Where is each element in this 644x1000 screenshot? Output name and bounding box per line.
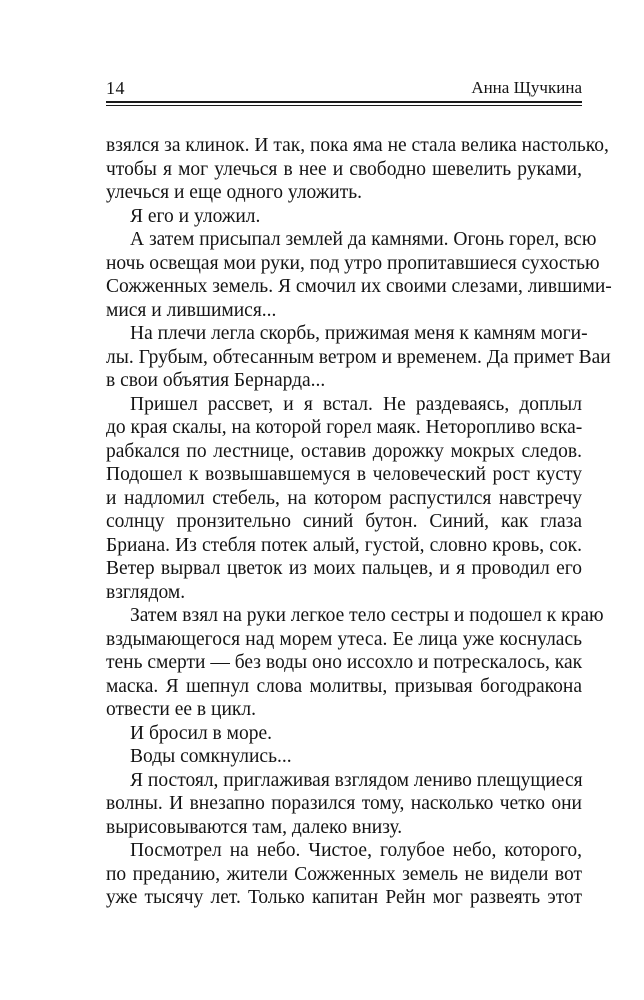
text-line: вздымающегося над морем утеса. Ее лица уже коснулась <box>106 628 582 650</box>
paragraph <box>106 839 582 910</box>
text-line: отвести ее в цикл. <box>106 699 256 720</box>
text-line: Сожженных земель. Я смочил их своими слезами, лившими- <box>106 276 612 297</box>
page-number: 14 <box>106 78 125 98</box>
text-line: тень смерти — без воды оно иссохло и потрескалось, как <box>106 652 583 673</box>
text-line: уже тысячу лет. Только капитан Рейн мог развеять этот <box>106 887 582 908</box>
text-line: в свои объятия Бернарда... <box>106 370 326 391</box>
text-line: рабкался по лестнице, оставив дорожку мокрых следов. <box>106 440 582 462</box>
text-line: взялся за клинок. И так, пока яма не стала велика настолько, <box>106 135 609 156</box>
header-rule-thick <box>106 101 582 103</box>
header-rule-thin <box>106 105 582 106</box>
text-line: лы. Грубым, обтесанным ветром и временем. Да примет Ваи <box>106 346 611 368</box>
text-line: вырисовываются там, далеко внизу. <box>106 816 403 838</box>
text-line: солнцу пронзительно синий бутон. Синий, как глаза <box>106 511 582 532</box>
text-line: Воды сомкнулись... <box>130 746 292 767</box>
text-line: чтобы я мог улечься в нее и свободно шевелить руками, <box>106 158 582 180</box>
text-line: Посмотрел на небо. Чистое, голубое небо, которого, <box>130 840 582 861</box>
paragraph <box>106 393 582 605</box>
running-title: Анна Щучкина <box>471 78 582 97</box>
paragraph <box>106 769 582 840</box>
text-line: и надломил стебель, на котором распустился навстречу <box>106 487 582 509</box>
paragraph <box>106 322 611 393</box>
text-line: Я его и уложил. <box>130 205 261 227</box>
text-line: И бросил в море. <box>130 722 273 744</box>
paragraph <box>106 604 604 722</box>
text-line: мися и лившимися... <box>106 299 277 321</box>
text-line: по преданию, жители Сожженных земель не видели вот <box>106 863 582 885</box>
text-line: Пришел рассвет, и я встал. Не раздеваясь, доплыл <box>130 393 582 415</box>
text-line: ночь освещая мои руки, под утро пропитавшиеся сухостью <box>106 252 600 274</box>
paragraph <box>106 228 612 322</box>
text-line: маска. Я шепнул слова молитвы, призывая богодракона <box>106 675 582 697</box>
text-line: Подошел к возвышавшемуся в человеческий рост кусту <box>106 464 582 485</box>
body-text <box>106 134 612 910</box>
paragraph <box>106 722 582 746</box>
page-header <box>106 78 582 100</box>
text-line: Ветер вырвал цветок из моих пальцев, и я проводил его <box>106 558 582 579</box>
text-line: Затем взял на руки легкое тело сестры и подошел к краю <box>130 605 604 626</box>
text-line: Я постоял, приглаживая взглядом лениво плещущиеся <box>130 769 583 791</box>
text-line: улечься и еще одного уложить. <box>106 182 363 203</box>
paragraph <box>106 205 582 229</box>
text-line: до края скалы, на которой горел маяк. Неторопливо вска- <box>106 417 583 438</box>
text-line: Бриана. Из стебля потек алый, густой, словно кровь, сок. <box>106 534 582 556</box>
paragraph <box>106 134 609 205</box>
text-line: А затем присыпал землей да камнями. Огонь горел, всю <box>130 229 597 250</box>
text-line: взглядом. <box>106 581 186 603</box>
text-line: На плечи легла скорбь, прижимая меня к камням моги- <box>130 323 588 344</box>
paragraph <box>106 745 582 769</box>
text-line: волны. И внезапно поразился тому, насколько четко они <box>106 793 582 814</box>
